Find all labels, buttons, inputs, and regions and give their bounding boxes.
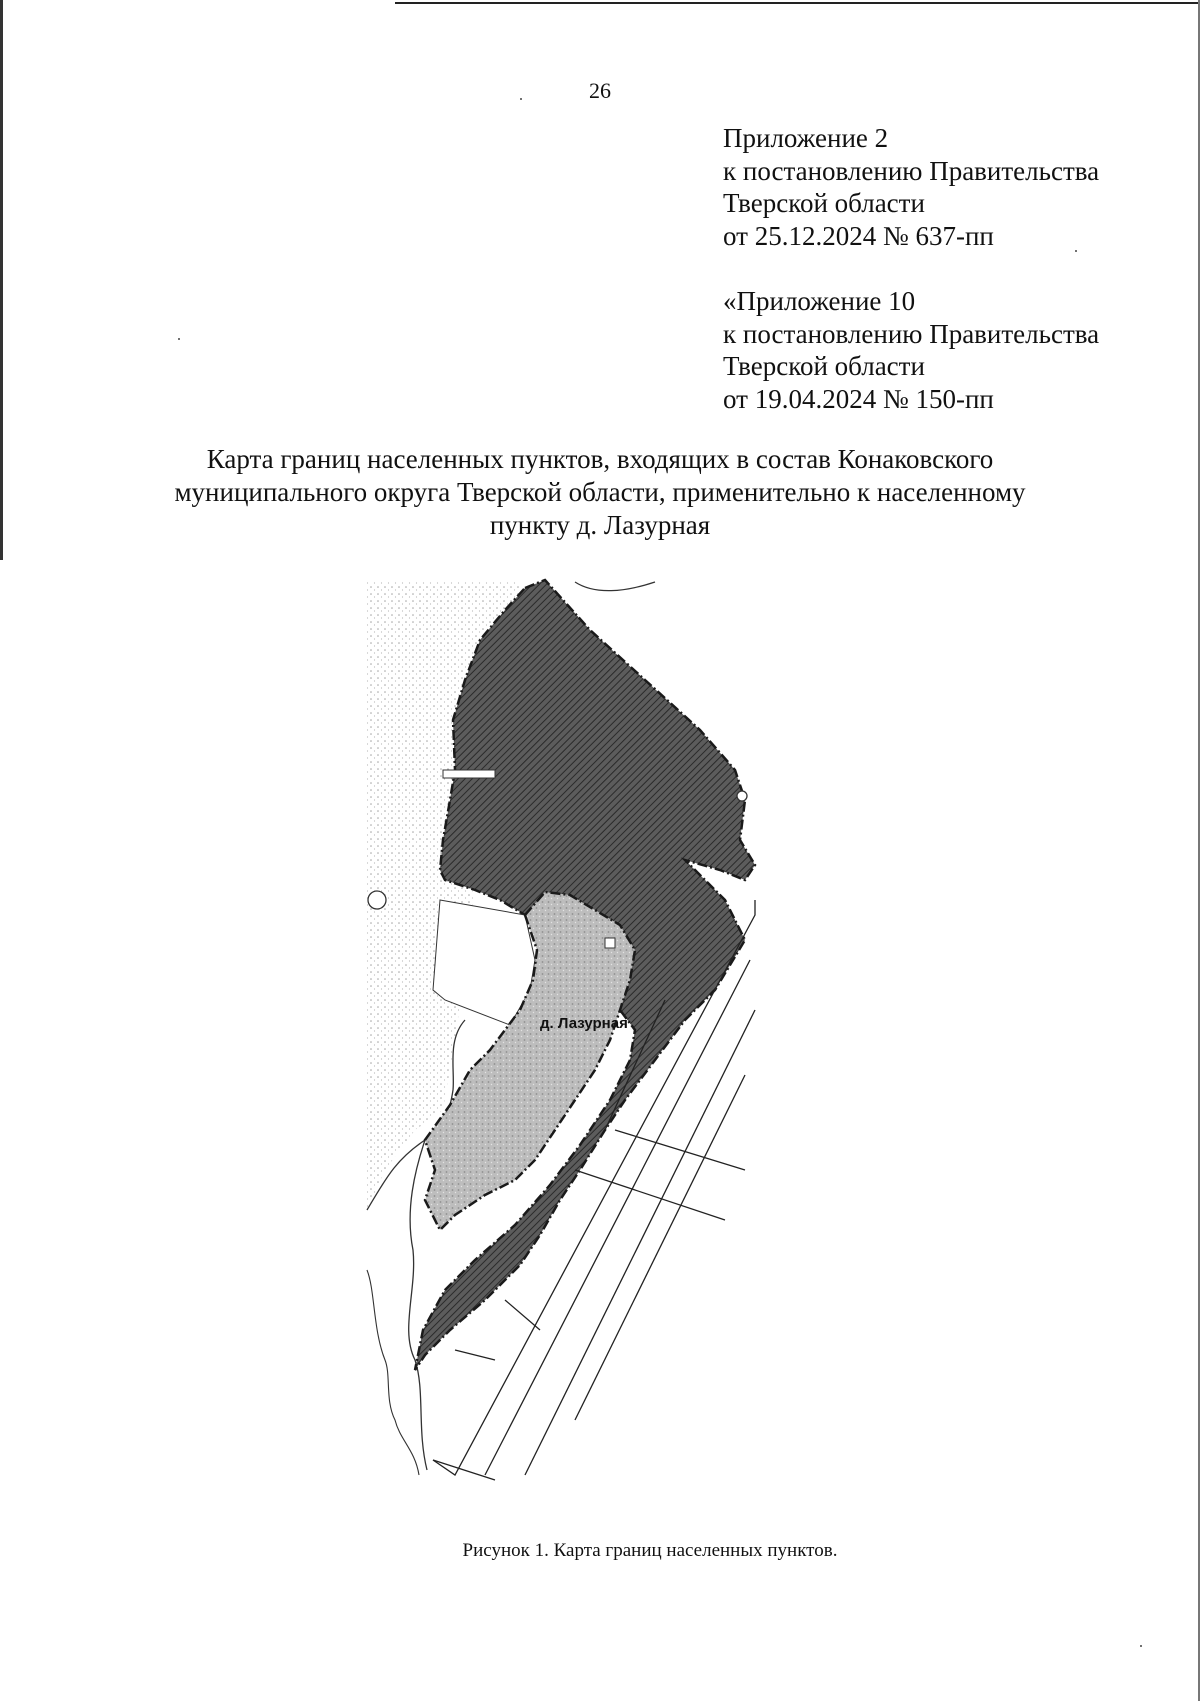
figure-caption: Рисунок 1. Карта границ населенных пунктов.	[462, 1540, 838, 1561]
scan-speck	[1140, 1645, 1142, 1647]
map-title-line-2: муниципального округа Тверской области, применительно к населенному	[174, 477, 1026, 507]
scan-edge-top	[395, 2, 1200, 4]
annex-original-region: Тверской области	[723, 351, 925, 381]
annex-current-title: Приложение 2	[723, 123, 889, 153]
annex-current-date: от 25.12.2024 № 637-пп	[723, 220, 994, 251]
page-number: 26	[589, 78, 611, 103]
annex-current-region: Тверской области	[723, 188, 925, 218]
map-top-curve	[575, 582, 655, 591]
annex-original-title: «Приложение 10	[723, 286, 916, 316]
map-title-line-1: Карта границ населенных пунктов, входящих в состав Конаковского	[206, 444, 994, 474]
annex-current-ref: к постановлению Правительства	[723, 155, 1100, 186]
map-title-line-3: пункту д. Лазурная	[489, 510, 711, 540]
settlement-boundary-map	[355, 570, 835, 1490]
scan-speck	[520, 98, 522, 100]
road-cutout	[443, 770, 495, 778]
annex-original-block	[723, 285, 1099, 415]
scan-speck	[1075, 250, 1077, 252]
annex-current-block	[723, 122, 1099, 252]
map-circle-right	[737, 791, 747, 801]
map-building	[605, 938, 615, 948]
scan-speck	[178, 338, 180, 340]
settlement-label: д. Лазурная	[540, 1015, 628, 1032]
map-title	[150, 443, 1050, 542]
annex-original-ref: к постановлению Правительства	[723, 318, 1100, 349]
map-circle-left	[368, 891, 386, 909]
map-svg	[355, 570, 835, 1490]
annex-original-date: от 19.04.2024 № 150-пп	[723, 383, 994, 414]
